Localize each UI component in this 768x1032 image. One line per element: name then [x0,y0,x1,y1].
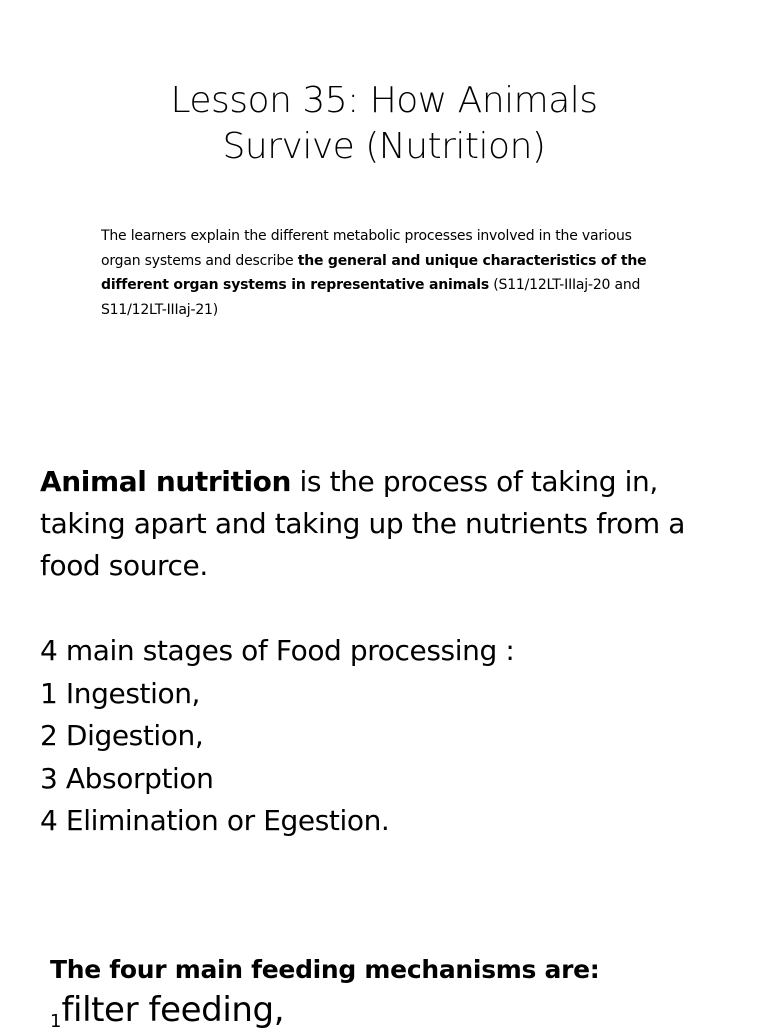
stage-item: 3 Absorption [40,761,214,795]
objective-text-end: (S11/12LT-IIIaj-20 and S11/12LT-IIIaj-21) [101,277,641,318]
stage-item: 1 Ingestion, [40,676,201,710]
feeding-mechanism-number: 1 [50,1011,62,1032]
stage-item: 4 Elimination or Egestion. [40,804,390,837]
lesson-title-line-1: Lesson 35: How Animals [170,80,598,121]
definition-body: is the process of taking in, taking apart and taking up the nutrients from a food source. [40,465,686,582]
feeding-mechanism-text: filter feeding, [61,990,285,1030]
feeding-mechanism-item [50,990,284,1032]
feeding-mechanisms-heading: The four main feeding mechanisms are: [50,955,600,984]
animal-nutrition-definition [40,461,730,587]
stage-item: 2 Digestion, [40,719,204,752]
lesson-title [0,78,768,170]
objective-text-bold: the general and unique characteristics of the different organ systems in representative animals [101,252,647,293]
objective-text-start: The learners explain the different metabolic processes involved in the various organ systems and describe [101,228,632,269]
food-processing-stages [40,630,730,843]
learning-objective [101,224,661,322]
definition-term: Animal nutrition [40,465,292,498]
lesson-title-line-2: Survive (Nutrition) [222,126,546,167]
stages-heading: 4 main stages of Food processing : [40,634,515,667]
